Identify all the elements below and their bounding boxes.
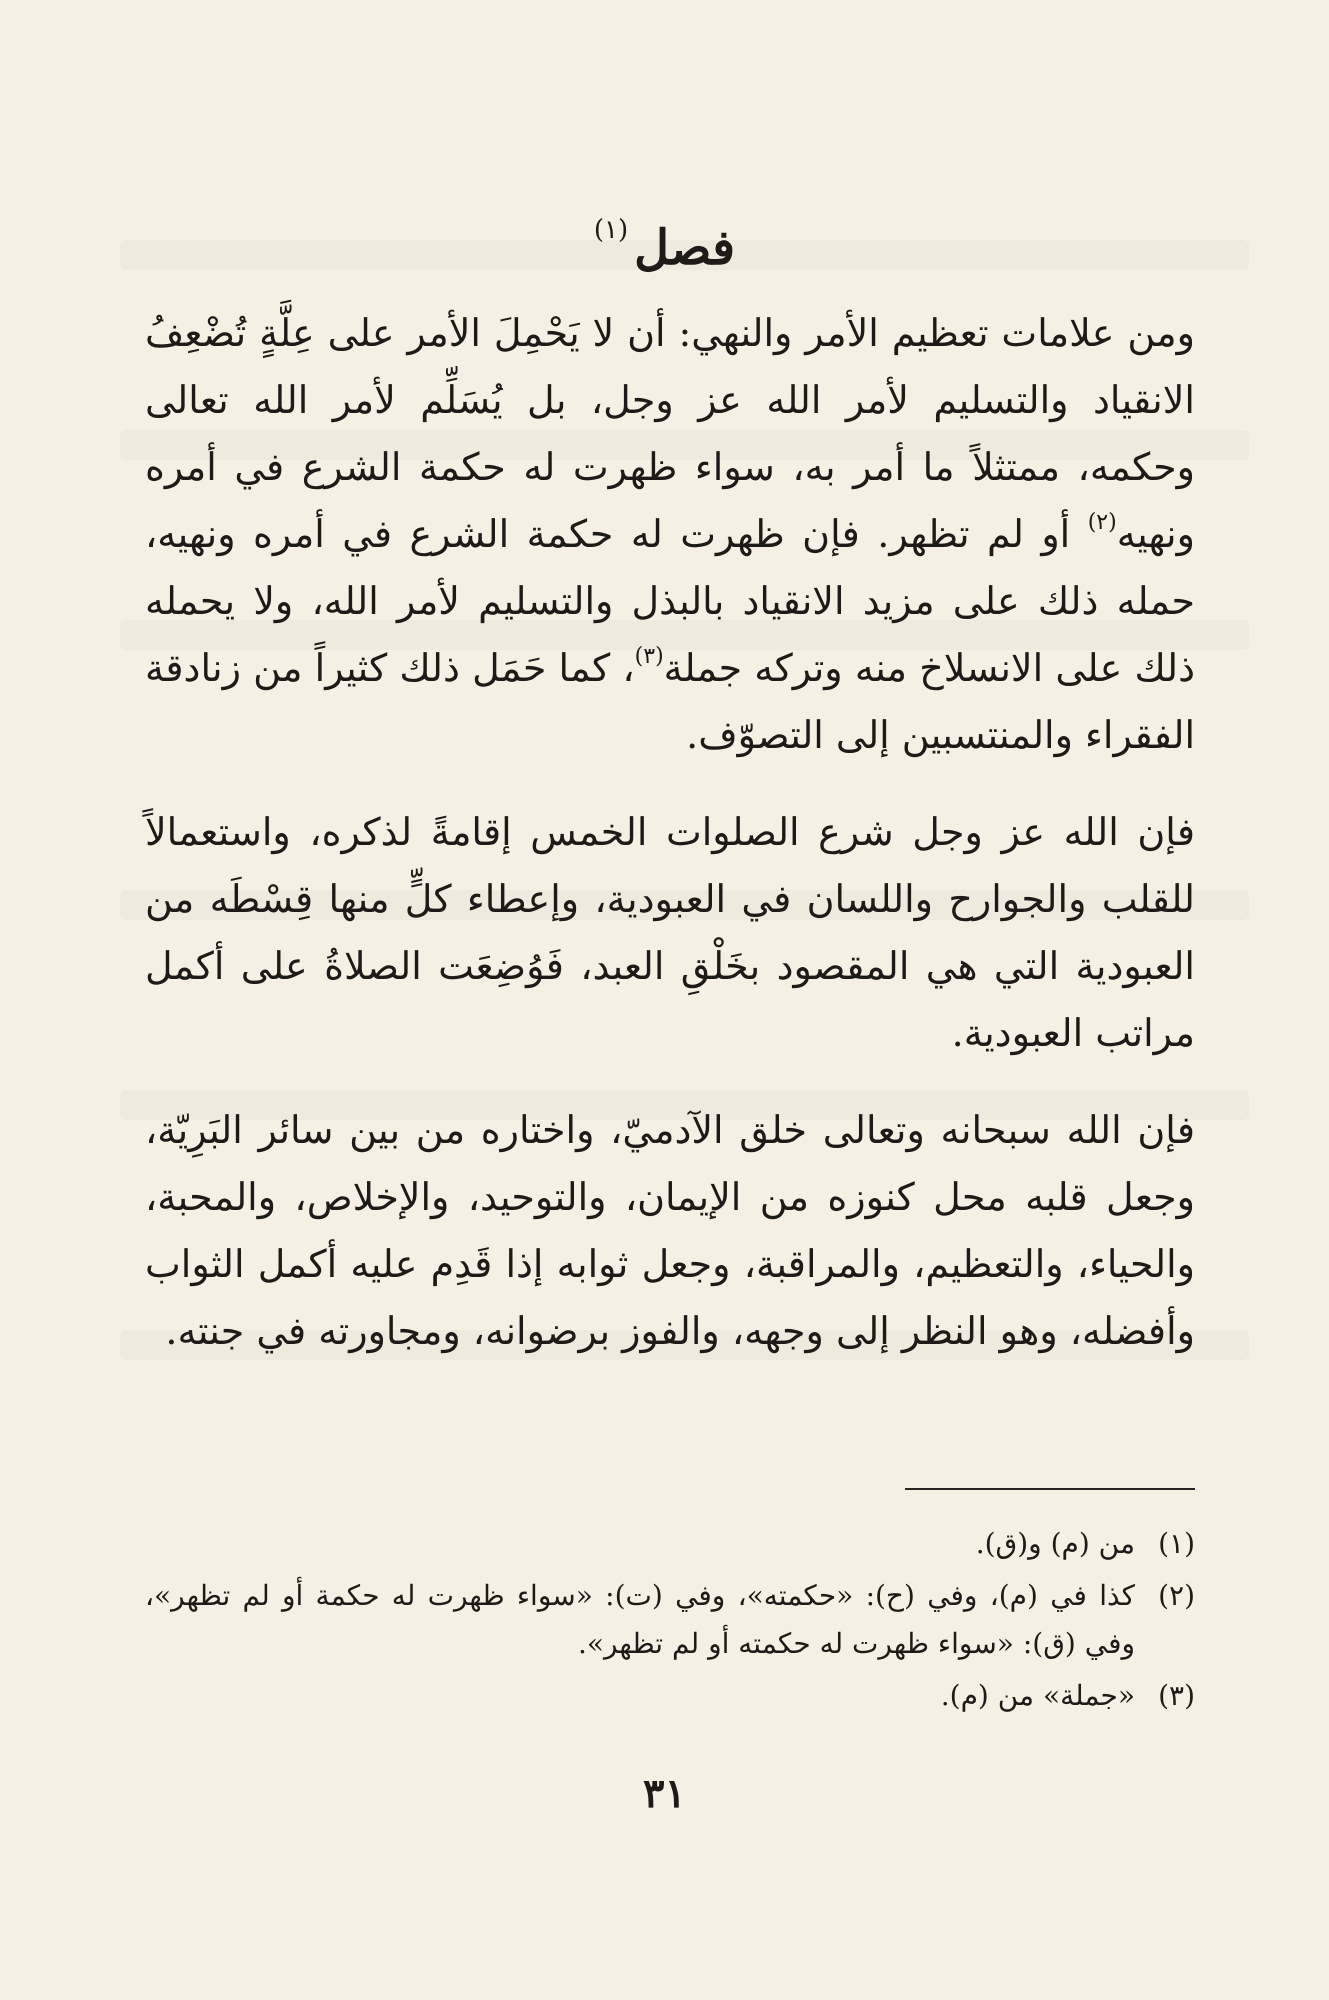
footnote-ref-2: (٢) bbox=[1087, 510, 1117, 535]
paragraph-1-part-1: ومن علامات تعظيم الأمر والنهي: أن لا يَحْمِلَ الأمر على عِلَّةٍ تُضْعِفُ الانقياد والتسليم لأمر الله عز وجل، بل يُسَلِّم لأمر الله تعالى وحكمه، ممتثلاً ما أمر به، سواء ظهرت له حكمة الشرع في أمره ونهيه bbox=[145, 311, 1195, 556]
chapter-title-text: فصل bbox=[634, 220, 736, 276]
footnote-number: (١) bbox=[1158, 1527, 1195, 1560]
paragraph-2: فإن الله عز وجل شرع الصلوات الخمس إقامةً لذكره، واستعمالاً للقلب والجوارح واللسان في العبودية، وإعطاء كلٍّ منها قِسْطَه من العبودية التي هي المقصود بخَلْقِ العبد، فَوُضِعَت الصلاةُ على أكمل مراتب العبودية. bbox=[145, 810, 1195, 1055]
footnote-divider bbox=[905, 1488, 1195, 1490]
footnote-number: (٣) bbox=[1158, 1679, 1195, 1712]
footnote-2 bbox=[145, 1572, 1195, 1668]
paragraph-3: فإن الله سبحانه وتعالى خلق الآدميّ، واختاره من بين سائر البَرِيّة، وجعل قلبه محل كنوزه من الإيمان، والتوحيد، والإخلاص، والمحبة، والحياء، والتعظيم، والمراقبة، وجعل ثوابه إذا قَدِم عليه أكمل الثواب وأفضله، وهو النظر إلى وجهه، والفوز برضوانه، ومجاورته في جنته. bbox=[145, 1108, 1195, 1353]
footnote-text: من (م) و(ق). bbox=[975, 1527, 1135, 1560]
footnote-number: (٢) bbox=[1158, 1579, 1195, 1612]
chapter-title-note-ref: (١) bbox=[593, 215, 629, 245]
page-number: ٣١ bbox=[643, 1770, 686, 1817]
footnote-text: كذا في (م)، وفي (ح): «حكمته»، وفي (ت): «سواء ظهرت له حكمة أو لم تظهر»، وفي (ق): «سواء ظهرت له حكمته أو لم تظهر». bbox=[145, 1579, 1135, 1660]
chapter-title bbox=[0, 200, 1329, 278]
footnote-text: «جملة» من (م). bbox=[940, 1679, 1135, 1712]
footnote-3 bbox=[145, 1672, 1195, 1720]
paragraph-1 bbox=[145, 300, 1195, 769]
footnote-1 bbox=[145, 1520, 1195, 1568]
paragraph-1-part-3: ، كما حَمَل ذلك كثيراً من زنادقة الفقراء والمنتسبين إلى التصوّف. bbox=[145, 646, 1195, 757]
paragraph-1-part-2: أو لم تظهر. فإن ظهرت له حكمة الشرع في أمره ونهيه، حمله ذلك على مزيد الانقياد بالبذل والتسليم لأمر الله، ولا يحمله ذلك على الانسلاخ منه وتركه جملة bbox=[145, 512, 1195, 690]
main-body-text bbox=[145, 300, 1195, 1395]
footnotes-section bbox=[145, 1520, 1195, 1724]
footnote-ref-3: (٣) bbox=[634, 644, 664, 669]
